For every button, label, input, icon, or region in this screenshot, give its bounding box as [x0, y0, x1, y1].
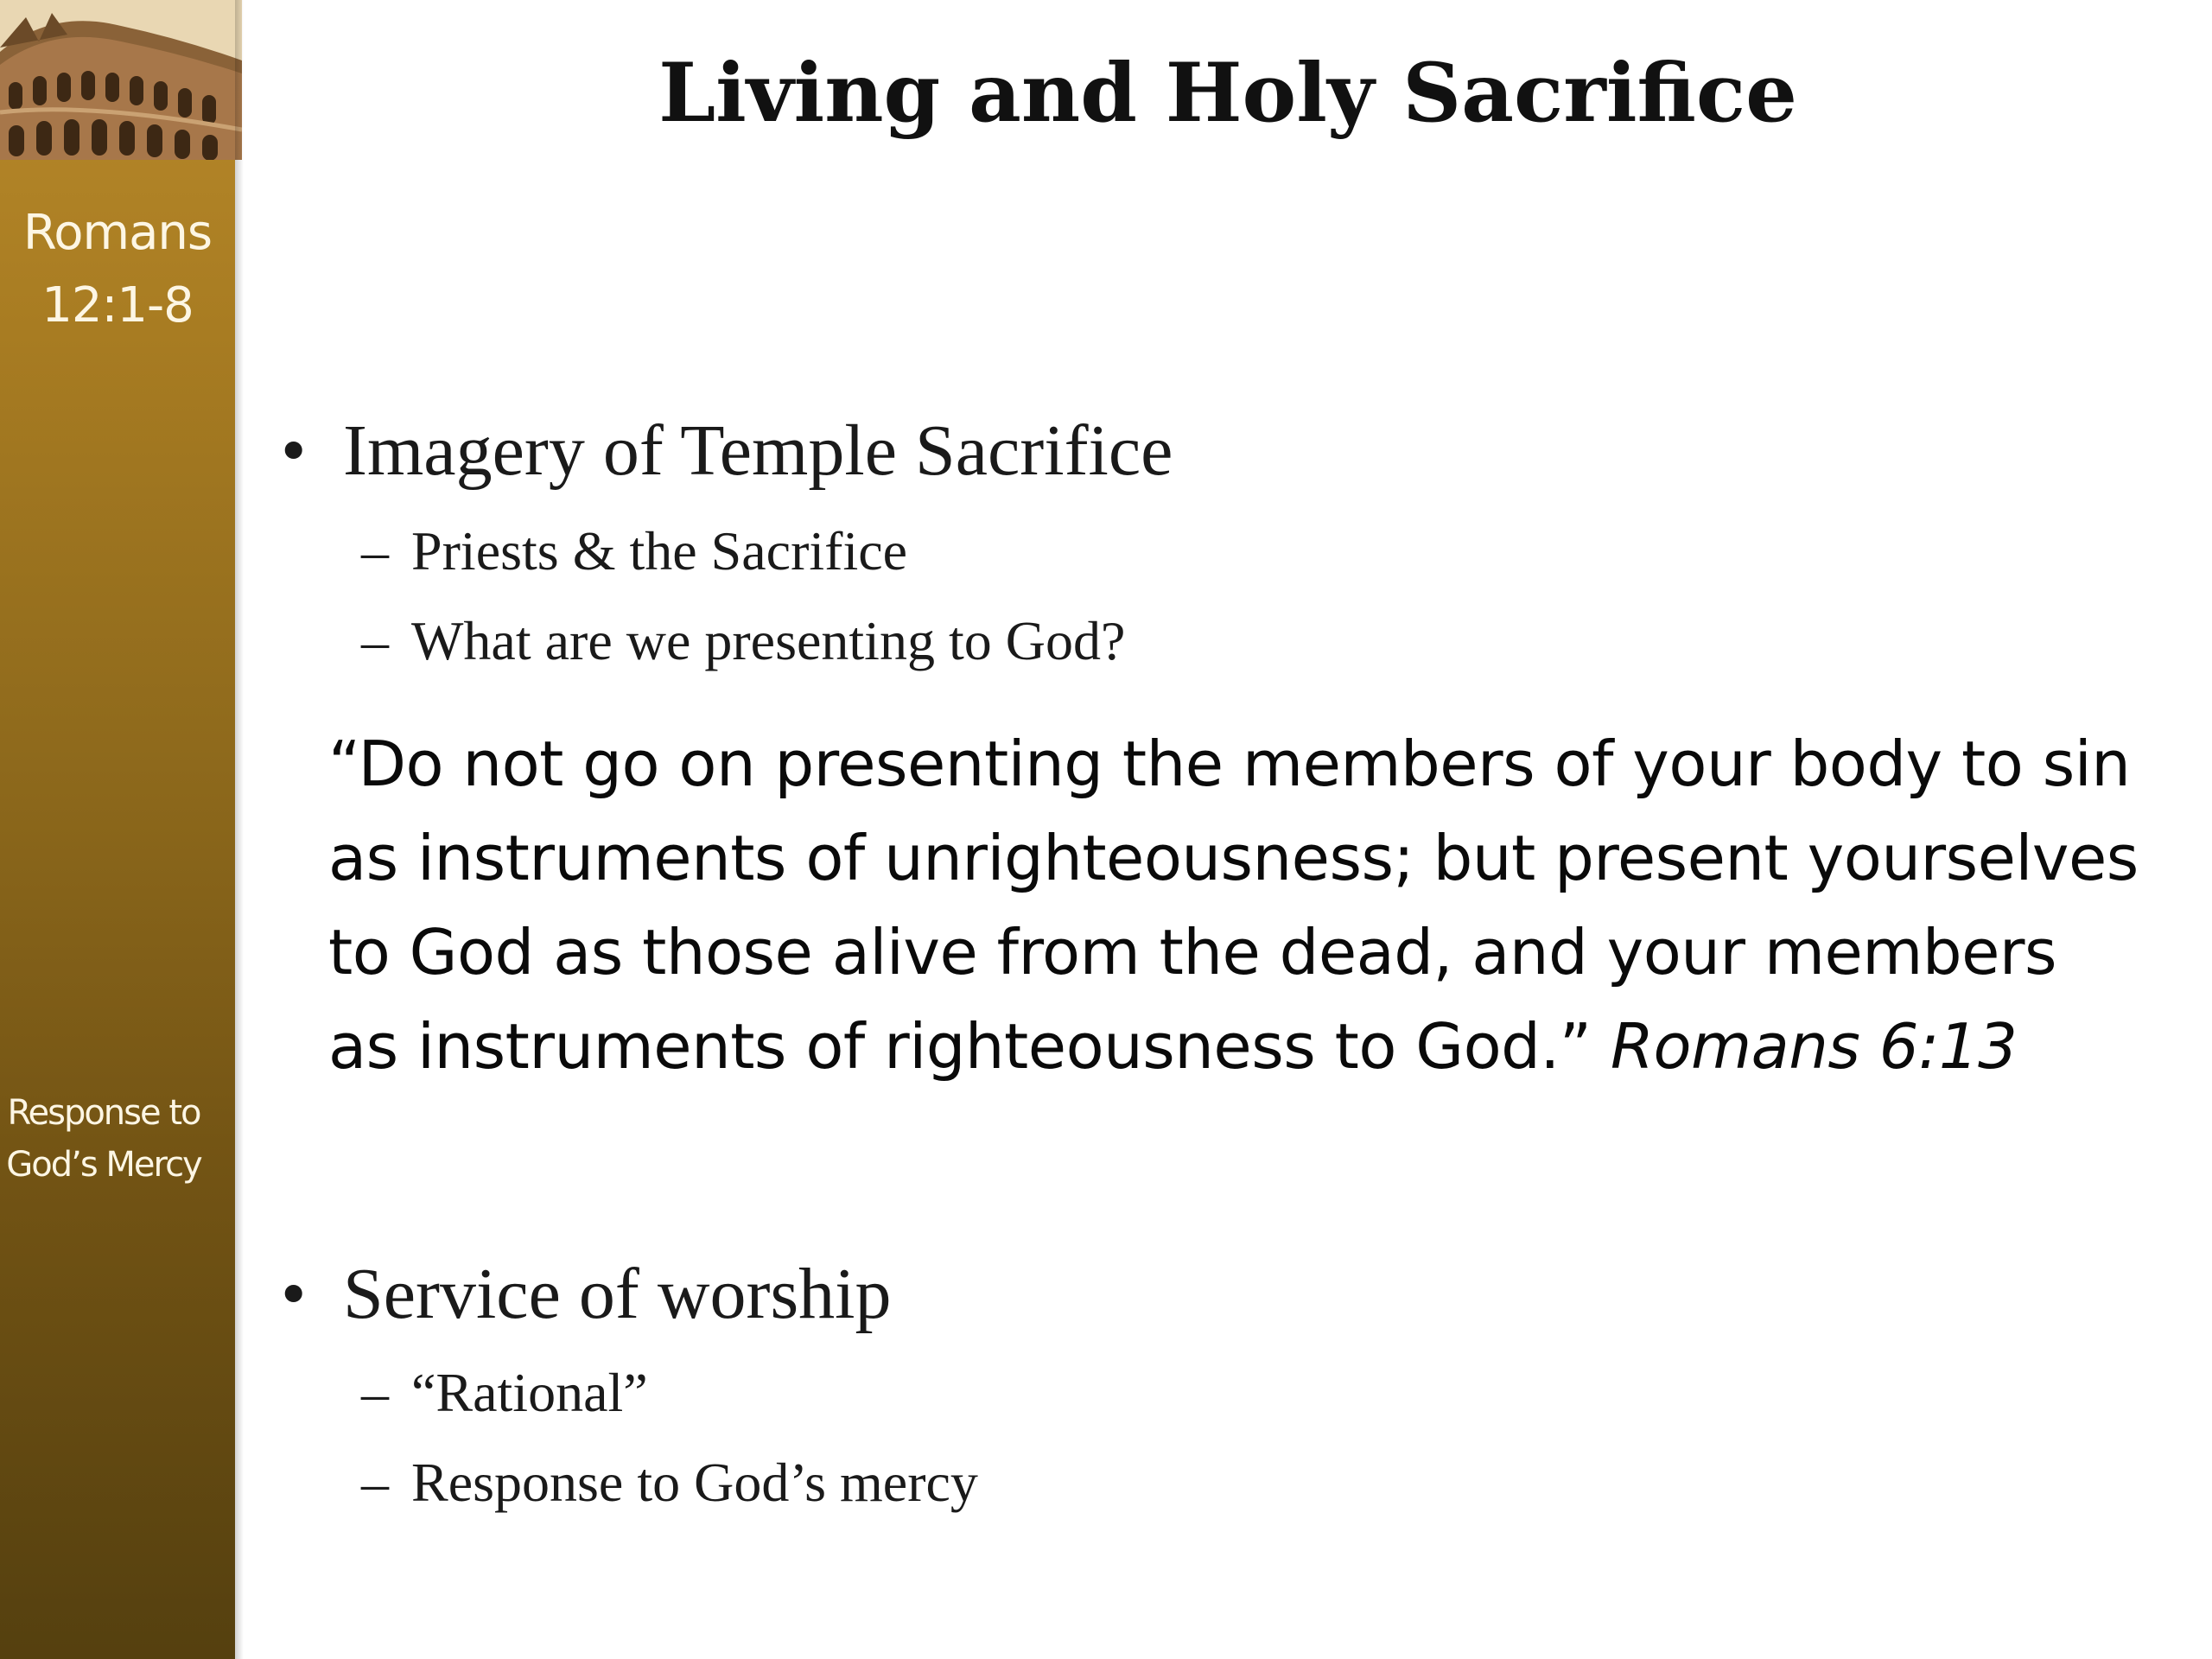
sidebar-shadow	[235, 0, 244, 1659]
subbullet-text: What are we presenting to God?	[411, 610, 1126, 671]
subbullet-text: Priests & the Sacrifice	[411, 520, 908, 582]
bullet-glyph: •	[281, 410, 307, 491]
subbullet-text: “Rational”	[411, 1362, 648, 1423]
dash-glyph: –	[361, 520, 389, 582]
dash-glyph: –	[361, 610, 389, 671]
sidebar-title	[0, 197, 235, 342]
sidebar	[0, 0, 235, 1659]
scripture-quote	[328, 717, 2143, 1094]
subbullet-item	[361, 607, 1125, 676]
sidebar-footer	[0, 1087, 207, 1191]
sidebar-footer-line2: God’s Mercy	[6, 1145, 201, 1185]
bullet-glyph: •	[281, 1254, 307, 1334]
bullet-text: Service of worship	[343, 1254, 892, 1334]
quote-text: “Do not go on presenting the members of your body to sin as instruments of unrighteousness; but present yourselves to God as those alive from the dead, and your members as instruments of righteousness to God.”	[328, 728, 2139, 1083]
quote-citation: Romans 6:13	[1610, 1010, 2018, 1083]
sidebar-title-line2: 12:1-8	[41, 277, 194, 334]
subbullet-item	[361, 1358, 648, 1427]
subbullet-text: Response to God’s mercy	[411, 1452, 978, 1513]
sidebar-footer-line1: Response to	[7, 1093, 200, 1133]
subbullet-item	[361, 517, 907, 586]
bullet-item	[281, 1251, 892, 1338]
colosseum-image	[0, 0, 242, 160]
dash-glyph: –	[361, 1452, 389, 1513]
sidebar-title-line1: Romans	[22, 205, 213, 261]
bullet-text: Imagery of Temple Sacrifice	[343, 410, 1173, 491]
slide-title: Living and Holy Sacrifice	[658, 46, 1797, 141]
bullet-item	[281, 408, 1173, 494]
dash-glyph: –	[361, 1362, 389, 1423]
subbullet-item	[361, 1448, 978, 1517]
